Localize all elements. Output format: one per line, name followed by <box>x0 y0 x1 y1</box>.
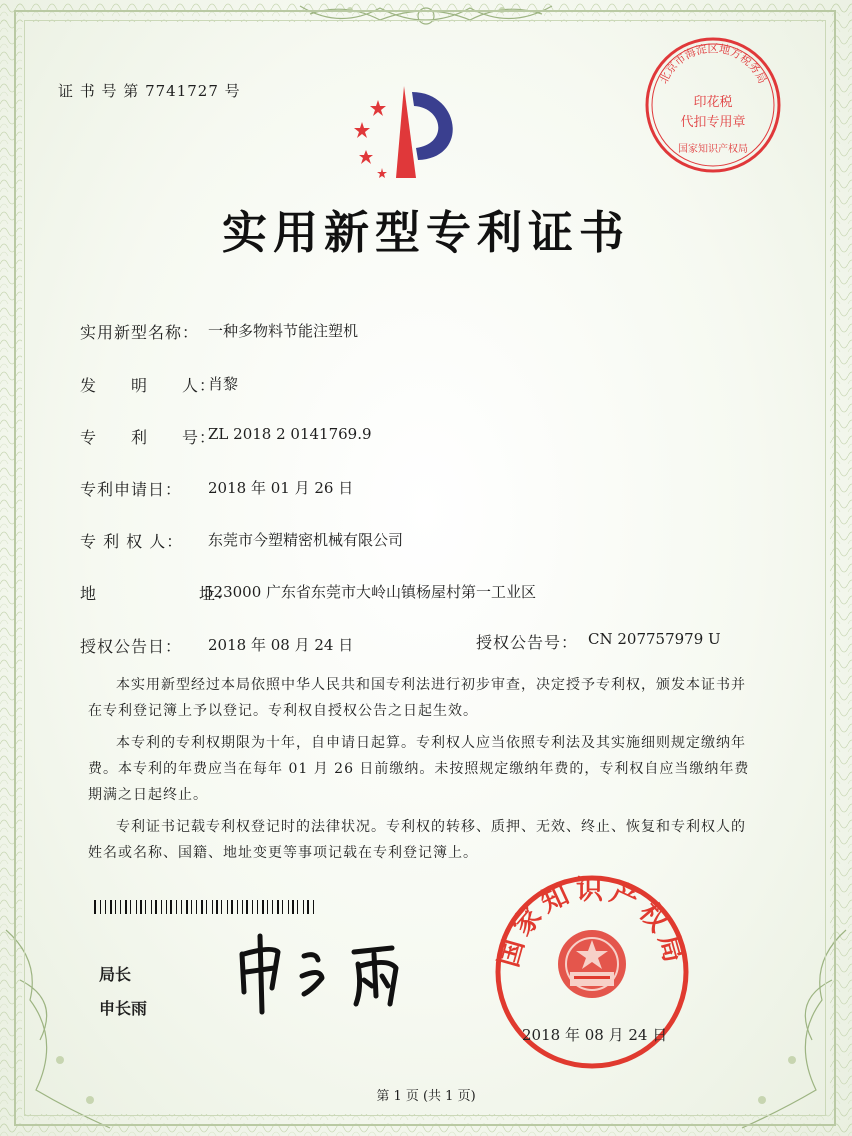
certificate-number: 证 书 号 第 7741727 号 <box>58 82 241 100</box>
barcode-bar <box>191 900 192 914</box>
barcode-bar <box>120 900 121 914</box>
barcode-bar <box>196 900 197 914</box>
barcode-bar <box>206 900 207 914</box>
barcode-bar <box>170 900 172 914</box>
tax-seal-line2: 代扣专用章 <box>680 115 746 130</box>
office-seal-text: 国家知识产权局 <box>493 874 691 971</box>
barcode-bar <box>140 900 142 914</box>
barcode-bar <box>272 900 273 914</box>
director-title: 局长 <box>99 965 132 984</box>
barcode-bar <box>267 900 268 914</box>
body-paragraph-3: 专利证书记载专利权登记时的法律状况。专利权的转移、质押、无效、终止、恢复和专利权人的姓名或名称、国籍、地址变更等事项记载在专利登记簿上。 <box>88 819 746 861</box>
barcode-bar <box>130 900 131 914</box>
barcode-bar <box>242 900 243 914</box>
filing-date-label: 专利申请日： <box>80 480 183 499</box>
barcode-bar <box>151 900 152 914</box>
patentee-value: 东莞市今塑精密机械有限公司 <box>208 531 404 549</box>
barcode-bar <box>227 900 228 914</box>
barcode-bar <box>181 900 182 914</box>
certificate-body <box>88 672 753 872</box>
barcode-bar <box>303 900 304 914</box>
barcode-bar <box>145 900 146 914</box>
name-label: 实用新型名称： <box>80 323 200 342</box>
grant-number-label: 授权公告号： <box>476 633 579 652</box>
body-paragraph-2: 本专利的专利权期限为十年，自申请日起算。专利权人应当依照专利法及其实施细则规定缴纳年费。本专利的年费应当在每年 01 月 26 日前缴纳。未按照规定缴纳年费的，专利权自应当缴纳年费期满之日起终止。 <box>88 735 750 803</box>
patentee-label: 专 利 权 人： <box>80 532 184 551</box>
tax-seal-line1: 印花税 <box>693 95 733 110</box>
barcode-bar <box>288 900 289 914</box>
inventor-label: 发 明 人： <box>80 376 217 395</box>
barcode-bar <box>161 900 162 914</box>
inventor-value: 肖黎 <box>208 375 239 393</box>
body-paragraph-1: 本实用新型经过本局依照中华人民共和国专利法进行初步审查，决定授予专利权，颁发本证书并在专利登记簿上予以登记。专利权自授权公告之日起生效。 <box>88 677 746 719</box>
barcode-bar <box>252 900 253 914</box>
barcode-bar <box>292 900 294 914</box>
barcode-bar <box>231 900 233 914</box>
seal-date: 2018 年 08 月 24 日 <box>522 1026 668 1044</box>
barcode-bar <box>100 900 101 914</box>
svg-text:北京市海淀区地方税务局 <box>657 41 769 85</box>
barcode-bar <box>297 900 298 914</box>
address-value: 523000 广东省东莞市大岭山镇杨屋村第一工业区 <box>204 583 537 601</box>
barcode-bar <box>186 900 188 914</box>
grant-date-value: 2018 年 08 月 24 日 <box>208 636 354 654</box>
grant-number-value: CN 207757979 U <box>588 630 721 648</box>
certificate-title: 实用新型专利证书 <box>221 206 630 259</box>
tax-seal-ring-text: 北京市海淀区地方税务局 <box>656 42 770 86</box>
barcode-bar <box>110 900 112 914</box>
patent-number-label: 专 利 号： <box>80 428 217 447</box>
barcode-bar <box>94 900 96 914</box>
tax-seal-bottom-text: 国家知识产权局 <box>678 144 748 155</box>
barcode-bar <box>212 900 213 914</box>
director-signature <box>232 930 432 1015</box>
barcode-bar <box>216 900 218 914</box>
barcode-bar <box>201 900 203 914</box>
barcode-bar <box>246 900 248 914</box>
barcode-bar <box>257 900 258 914</box>
patent-number-value: ZL 2018 2 0141769.9 <box>208 425 372 443</box>
barcode-bar <box>237 900 238 914</box>
director-name: 申长雨 <box>99 999 148 1018</box>
barcode-bar <box>307 900 309 914</box>
barcode-bar <box>313 900 314 914</box>
barcode-bar <box>125 900 127 914</box>
national-emblem-icon <box>558 930 626 998</box>
barcode-bar <box>166 900 167 914</box>
name-value: 一种多物料节能注塑机 <box>208 322 359 340</box>
barcode <box>94 900 316 914</box>
filing-date-value: 2018 年 01 月 26 日 <box>208 479 354 497</box>
barcode-bar <box>262 900 264 914</box>
barcode-bar <box>282 900 283 914</box>
patent-office-logo <box>340 78 470 188</box>
barcode-bar <box>155 900 157 914</box>
tax-stamp-seal <box>642 34 784 176</box>
address-label: 地 址： <box>80 584 234 603</box>
barcode-bar <box>105 900 106 914</box>
barcode-bar <box>277 900 279 914</box>
barcode-bar <box>221 900 222 914</box>
barcode-bar <box>115 900 116 914</box>
grant-date-label: 授权公告日： <box>80 637 183 656</box>
page-footer: 第 1 页 (共 1 页) <box>376 1089 476 1104</box>
barcode-bar <box>136 900 137 914</box>
barcode-bar <box>176 900 177 914</box>
